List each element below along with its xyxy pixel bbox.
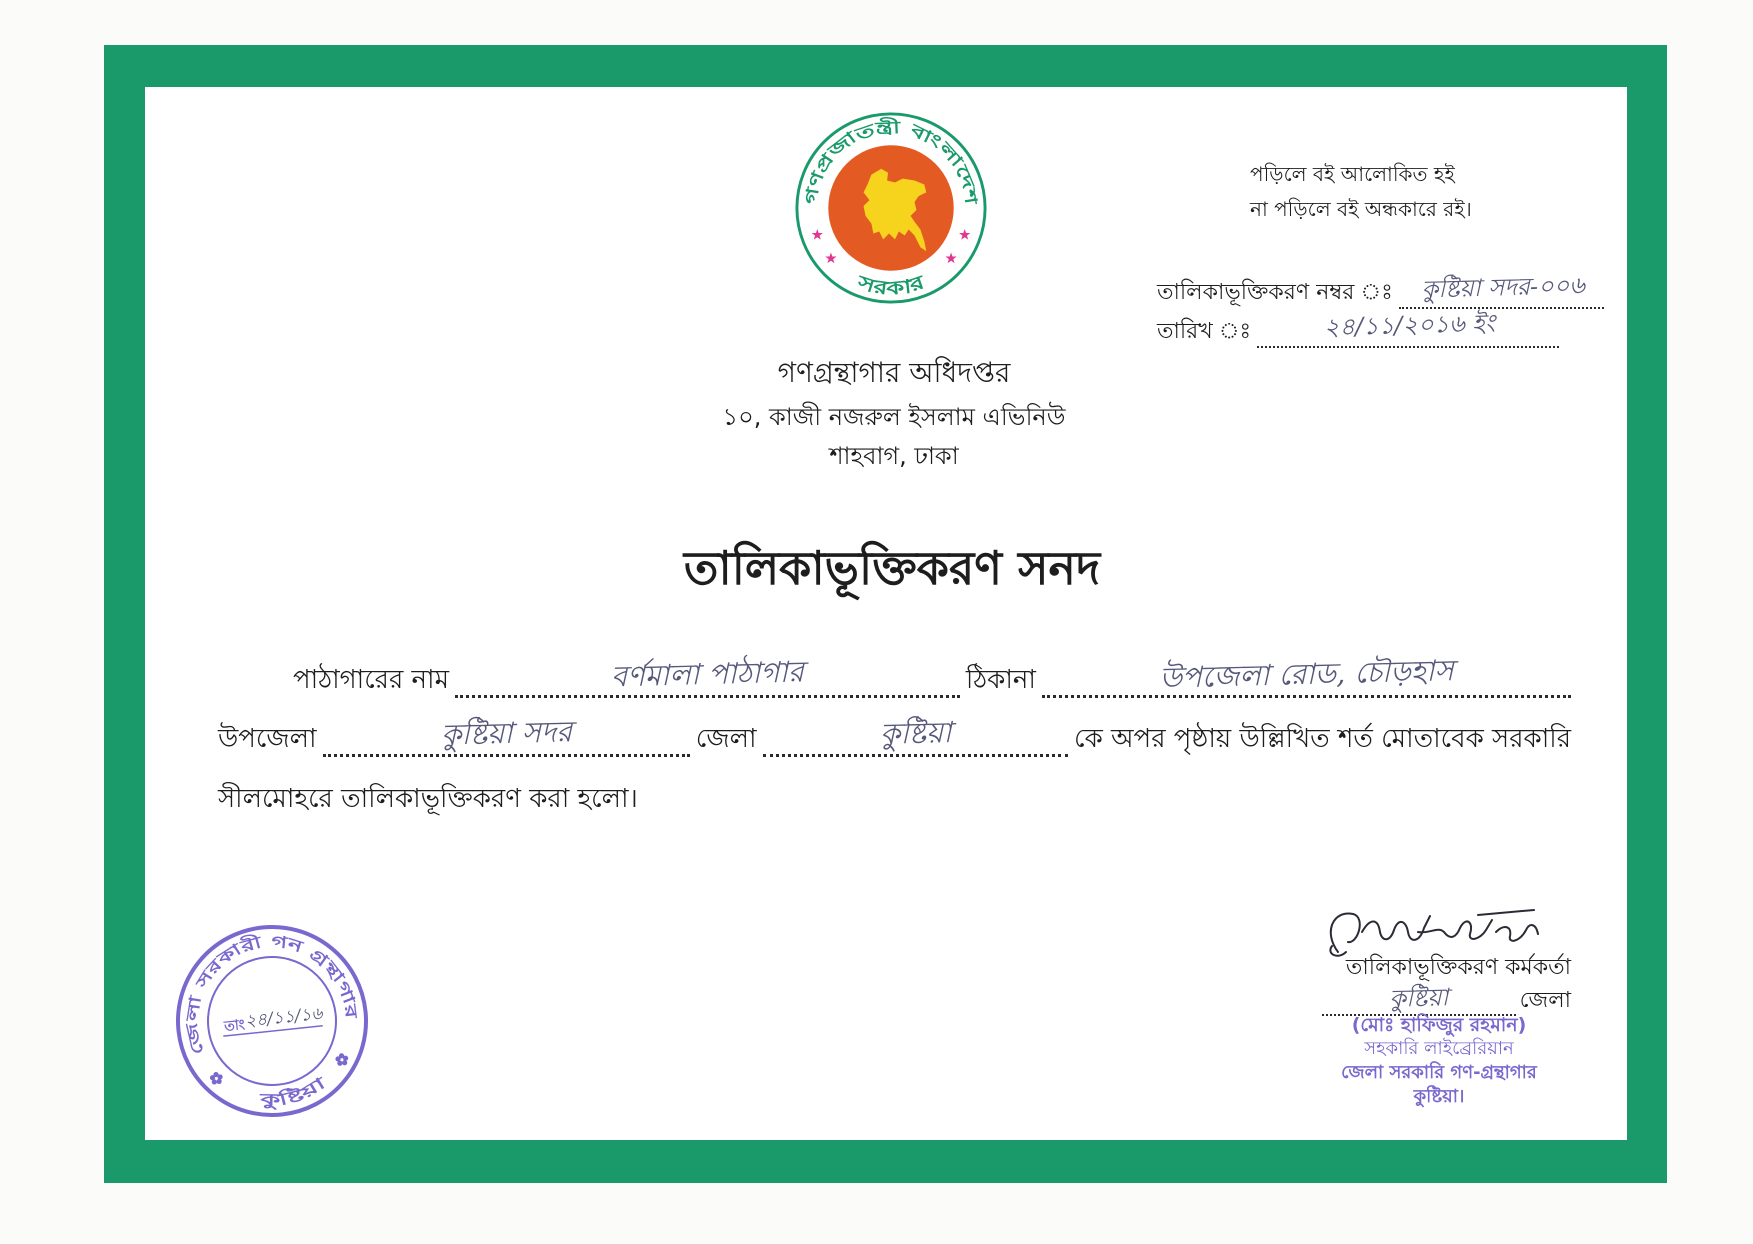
office-address-line-1: ১০, কাজী নজরুল ইসলাম এভিনিউ [722,403,1066,431]
registration-date-value: ২৪/১১/২০১৬ ইং [1323,308,1496,342]
officer-office: জেলা সরকারি গণ-গ্রন্থাগার [1341,1062,1537,1083]
signatory-district-value: কুষ্টিয়া [1388,983,1449,1013]
motto-line-1: পড়িলে বই আলোকিত হই [1250,162,1455,186]
registration-date-row [1157,308,1565,348]
motto-line-2: না পড়িলে বই অন্ধকারে রই। [1250,197,1472,221]
registration-number-row [1157,271,1610,309]
district-label: জেলা [695,724,757,754]
signatory-designation: তালিকাভূক্তিকরণ কর্মকর্তা [1345,955,1571,980]
registration-number-label: তালিকাভূক্তিকরণ নম্বর ঃ [1157,280,1393,305]
certificate-title: তালিকাভূক্তিকরণ সনদ [683,541,1101,595]
district-field [763,715,1069,757]
emblem-top-text: গণপ্রজাতন্ত্রী বাংলাদেশ [801,118,980,206]
body-line-3 [218,781,638,817]
flower-icon [209,1071,223,1085]
signatory-district-field [1322,983,1516,1016]
library-seal [172,921,372,1121]
address-label: ঠিকানা [965,665,1036,695]
seal-bottom-label [255,1071,332,1113]
officer-place: কুষ্টিয়া। [1413,1086,1465,1107]
signatory-district-row [1322,983,1571,1016]
registration-number-value: কুষ্টিয়া সদর-০০৬ [1420,271,1585,304]
upazila-value: কুষ্টিয়া সদর [440,714,573,752]
officer-name: (মোঃ হাফিজুর রহমান) [1351,1014,1527,1036]
seal-top-text: জেলা সরকারী গন গ্রন্থাগার [182,931,361,1057]
upazila-label: উপজেলা [218,724,317,754]
signatory-district-label: জেলা [1519,988,1571,1013]
registration-number-field [1399,271,1604,309]
officer-title: সহকারি লাইব্রেরিয়ান [1364,1038,1514,1059]
flower-icon [335,1053,349,1067]
body-line-1 [293,653,1571,698]
upazila-field [323,714,690,757]
officer-stamp [1289,1013,1589,1109]
seal-date-label: তাং [223,1016,246,1035]
library-name-label: পাঠাগারের নাম [293,665,450,695]
office-address-line-2: শাহবাগ, ঢাকা [829,442,959,470]
district-value: কুষ্টিয়া [879,715,952,751]
library-name-field [455,654,960,698]
address-field [1042,653,1571,698]
emblem-bottom-text: সরকার [854,272,924,301]
body-line-2 [218,714,1571,757]
seal-bottom-text: কুষ্টিয়া [260,1079,320,1110]
government-emblem [793,110,989,306]
motto [1250,157,1472,227]
seal-date-value: ২৪/১১/১৬ [244,1003,324,1032]
statement-part-1: কে অপর পৃষ্ঠায় উল্লিখিত শর্ত মোতাবেক সরকারি [1074,724,1571,754]
registration-date-label: তারিখ ঃ [1157,319,1252,344]
address-value: উপজেলা রোড, চৌড়হাস [1158,653,1455,695]
office-name: গণগ্রন্থাগার অধিদপ্তর [777,356,1011,389]
library-name-value: বর্ণমালা পাঠাগার [610,654,805,694]
statement-part-2: সীলমোহরে তালিকাভূক্তিকরণ করা হলো। [218,784,638,814]
registration-date-field [1257,308,1559,348]
